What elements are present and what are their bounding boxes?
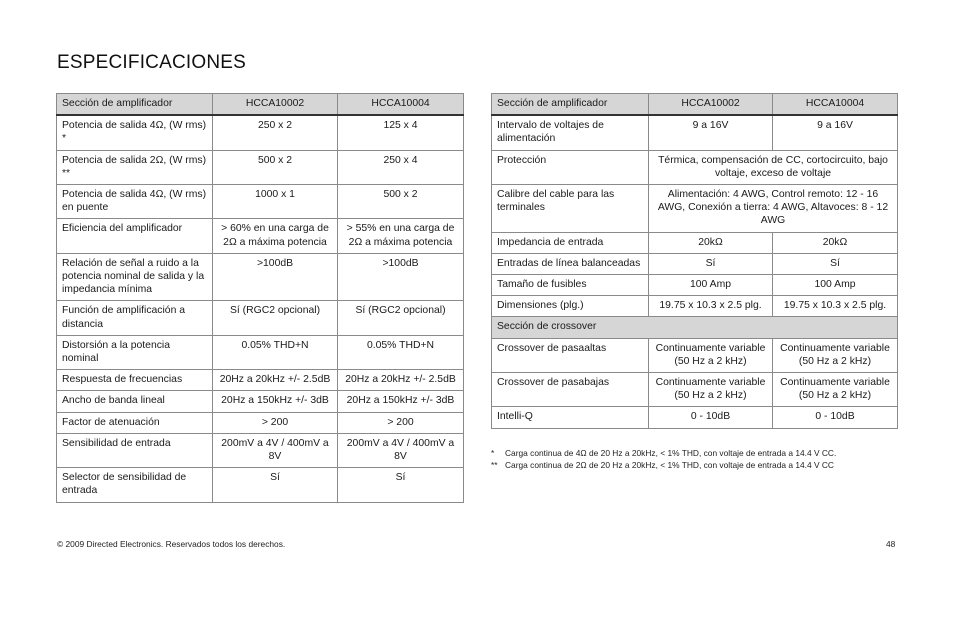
spec-value: 200mV a 4V / 400mV a 8V — [213, 433, 338, 467]
spec-value: 0 - 10dB — [649, 407, 773, 428]
spec-value: 20kΩ — [649, 232, 773, 253]
table-row — [492, 115, 898, 150]
table-row — [57, 115, 464, 150]
spec-value: 100 Amp — [649, 275, 773, 296]
copyright-notice: © 2009 Directed Electronics. Reservados todos los derechos. — [57, 539, 286, 549]
table-row — [57, 412, 464, 433]
spec-value: Continuamente variable (50 Hz a 2 kHz) — [649, 338, 773, 372]
spec-value: > 55% en una carga de 2Ω a máxima potencia — [338, 219, 464, 253]
spec-value: >100dB — [338, 253, 464, 301]
header-cell: Sección de amplificador — [57, 94, 213, 116]
spec-label: Potencia de salida 4Ω, (W rms) * — [57, 115, 213, 150]
spec-label: Ancho de banda lineal — [57, 391, 213, 412]
spec-value: 19.75 x 10.3 x 2.5 plg. — [773, 296, 898, 317]
spec-value: 200mV a 4V / 400mV a 8V — [338, 433, 464, 467]
spec-value: Sí (RGC2 opcional) — [213, 301, 338, 335]
spec-label: Sensibilidad de entrada — [57, 433, 213, 467]
spec-label: Impedancia de entrada — [492, 232, 649, 253]
spec-value: 19.75 x 10.3 x 2.5 plg. — [649, 296, 773, 317]
footnote — [491, 447, 836, 459]
spec-label: Intelli-Q — [492, 407, 649, 428]
table-row — [57, 433, 464, 467]
footnotes — [491, 447, 836, 471]
header-cell: HCCA10002 — [213, 94, 338, 116]
table-row — [492, 296, 898, 317]
spec-label: Distorsión a la potencia nominal — [57, 335, 213, 369]
spec-value: 0.05% THD+N — [213, 335, 338, 369]
table-row — [492, 185, 898, 233]
spec-value: Alimentación: 4 AWG, Control remoto: 12 - 16 AWG, Conexión a tierra: 4 AWG, Altavoces: 8 - 12 AWG — [649, 185, 898, 233]
spec-value: Térmica, compensación de CC, cortocircuito, bajo voltaje, exceso de voltaje — [649, 150, 898, 184]
amplifier-spec-table-continued — [491, 93, 898, 429]
spec-value: Sí — [773, 253, 898, 274]
spec-value: Sí — [338, 468, 464, 502]
spec-label: Factor de atenuación — [57, 412, 213, 433]
spec-label: Protección — [492, 150, 649, 184]
spec-value: > 200 — [338, 412, 464, 433]
spec-value: Continuamente variable (50 Hz a 2 kHz) — [649, 373, 773, 407]
spec-label: Calibre del cable para las terminales — [492, 185, 649, 233]
table-row — [57, 370, 464, 391]
spec-value: Sí (RGC2 opcional) — [338, 301, 464, 335]
spec-value: 9 a 16V — [649, 115, 773, 150]
spec-value: Continuamente variable (50 Hz a 2 kHz) — [773, 373, 898, 407]
spec-label: Selector de sensibilidad de entrada — [57, 468, 213, 502]
table-header-row — [57, 94, 464, 116]
table-row — [492, 232, 898, 253]
spec-value: 500 x 2 — [338, 185, 464, 219]
footnote-text: Carga continua de 4Ω de 20 Hz a 20kHz, < 1% THD, con voltaje de entrada a 14.4 V CC. — [505, 448, 837, 458]
spec-value: 250 x 2 — [213, 115, 338, 150]
spec-label: Crossover de pasaaltas — [492, 338, 649, 372]
footnote-mark: * — [491, 448, 495, 458]
spec-label: Dimensiones (plg.) — [492, 296, 649, 317]
spec-label: Entradas de línea balanceadas — [492, 253, 649, 274]
spec-label: Tamaño de fusibles — [492, 275, 649, 296]
spec-value: 20Hz a 150kHz +/- 3dB — [213, 391, 338, 412]
table-row — [57, 335, 464, 369]
table-row — [492, 338, 898, 372]
table-row — [492, 373, 898, 407]
spec-label: Crossover de pasabajas — [492, 373, 649, 407]
spec-value: 20kΩ — [773, 232, 898, 253]
page-title: ESPECIFICACIONES — [57, 52, 247, 73]
spec-value: Sí — [213, 468, 338, 502]
spec-value: > 200 — [213, 412, 338, 433]
crossover-section-heading: Sección de crossover — [492, 317, 898, 338]
table-row — [57, 219, 464, 253]
table-row — [57, 150, 464, 184]
spec-label: Función de amplificación a distancia — [57, 301, 213, 335]
spec-value: Continuamente variable (50 Hz a 2 kHz) — [773, 338, 898, 372]
spec-value: 9 a 16V — [773, 115, 898, 150]
amplifier-spec-table — [56, 93, 464, 503]
table-row — [57, 185, 464, 219]
table-row — [57, 391, 464, 412]
footnote-mark: ** — [491, 460, 498, 470]
spec-value: 0 - 10dB — [773, 407, 898, 428]
footnote — [491, 459, 836, 471]
table-row — [57, 301, 464, 335]
header-cell: HCCA10004 — [338, 94, 464, 116]
spec-label: Eficiencia del amplificador — [57, 219, 213, 253]
spec-value: >100dB — [213, 253, 338, 301]
spec-value: Sí — [649, 253, 773, 274]
table-row — [57, 468, 464, 502]
header-cell: HCCA10002 — [649, 94, 773, 116]
spec-value: 125 x 4 — [338, 115, 464, 150]
spec-value: 0.05% THD+N — [338, 335, 464, 369]
spec-label: Respuesta de frecuencias — [57, 370, 213, 391]
table-header-row — [492, 94, 898, 116]
spec-value: 1000 x 1 — [213, 185, 338, 219]
footnote-text: Carga continua de 2Ω de 20 Hz a 20kHz, < 1% THD, con voltaje de entrada a 14.4 V CC — [505, 460, 834, 470]
spec-value: 20Hz a 20kHz +/- 2.5dB — [213, 370, 338, 391]
spec-value: 250 x 4 — [338, 150, 464, 184]
table-row — [492, 407, 898, 428]
spec-label: Potencia de salida 2Ω, (W rms) ** — [57, 150, 213, 184]
table-row — [57, 253, 464, 301]
spec-value: > 60% en una carga de 2Ω a máxima potencia — [213, 219, 338, 253]
spec-label: Intervalo de voltajes de alimentación — [492, 115, 649, 150]
table-row — [492, 150, 898, 184]
table-row — [492, 253, 898, 274]
table-row — [492, 275, 898, 296]
spec-label: Relación de señal a ruido a la potencia nominal de salida y la impedancia mínima — [57, 253, 213, 301]
page-number: 48 — [886, 539, 896, 549]
spec-value: 500 x 2 — [213, 150, 338, 184]
spec-value: 100 Amp — [773, 275, 898, 296]
spec-value: 20Hz a 150kHz +/- 3dB — [338, 391, 464, 412]
section-row — [492, 317, 898, 338]
spec-label: Potencia de salida 4Ω, (W rms) en puente — [57, 185, 213, 219]
header-cell: Sección de amplificador — [492, 94, 649, 116]
spec-value: 20Hz a 20kHz +/- 2.5dB — [338, 370, 464, 391]
header-cell: HCCA10004 — [773, 94, 898, 116]
